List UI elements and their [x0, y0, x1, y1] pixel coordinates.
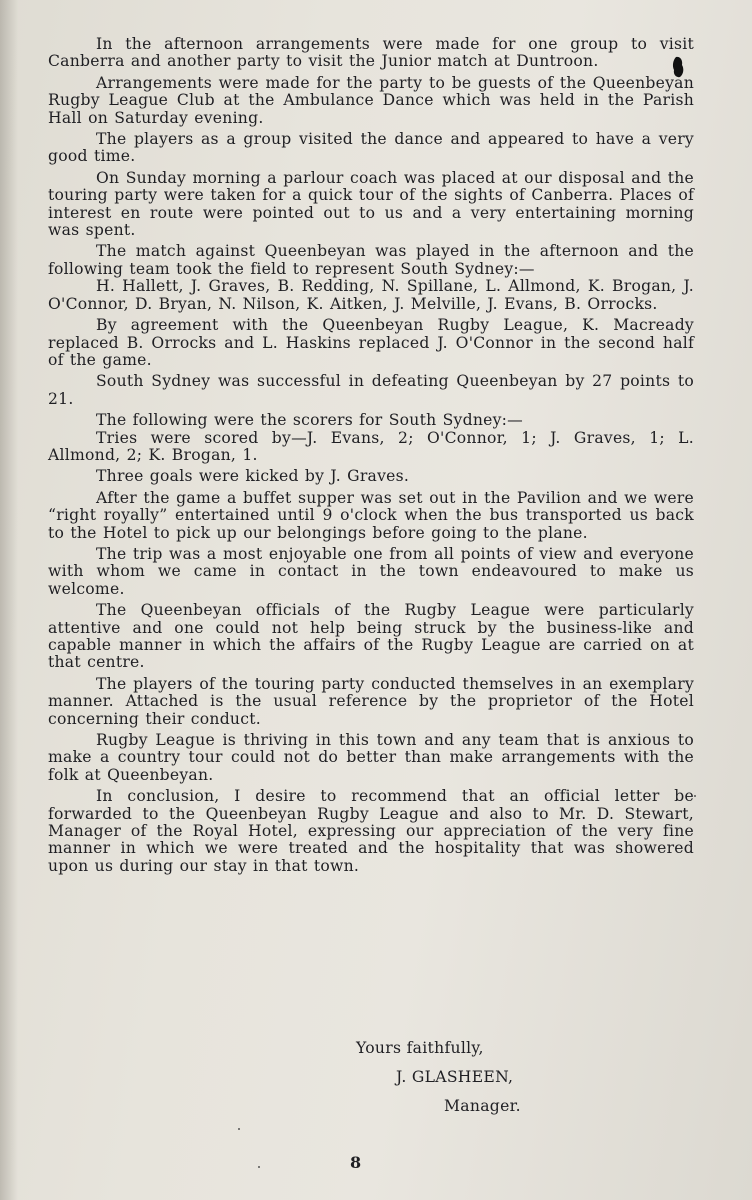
- paragraph: The trip was a most enjoyable one from all points of view and everyone with whom we came in contact in the town endeavoured to make us welcome.: [48, 544, 694, 598]
- paragraph: On Sunday morning a parlour coach was placed at our disposal and the touring party were taken for a quick tour of the sights of Canberra. Places of interest en route were pointed out to us and a very entertaining morning was spent.: [48, 168, 694, 240]
- signatory-name: J. GLASHEEN,: [396, 1068, 514, 1086]
- letter-body: [48, 36, 694, 879]
- paragraph: After the game a buffet supper was set out in the Pavilion and we were “right royally” entertained until 9 o'clock when the bus transported us back to the Hotel to pick up our belongings before going to the plane.: [48, 488, 694, 542]
- scorers-tries: Tries were scored by—J. Evans, 2; O'Connor, 1; J. Graves, 1; L. Allmond, 2; K. Brogan, 1.: [48, 428, 694, 464]
- page-number: 8: [350, 1153, 362, 1172]
- paper-speck: [258, 1166, 260, 1168]
- scorers-goals: Three goals were kicked by J. Graves.: [96, 467, 410, 486]
- signatory-title: Manager.: [444, 1097, 521, 1115]
- paper-speck: [694, 795, 696, 797]
- paragraph: The Queenbeyan officials of the Rugby League were particularly attentive and one could not help being struck by the business-like and capable manner in which the affairs of the Rugby League are carried on at that centre.: [48, 601, 694, 672]
- paragraph: Arrangements were made for the party to be guests of the Queenbeyan Rugby League Club at the Ambulance Dance which was held in the Parish Hall on Saturday evening.: [48, 73, 694, 127]
- paragraph: In the afternoon arrangements were made for one group to visit Canberra and another party to visit the Junior match at Duntroon.: [48, 35, 694, 71]
- paragraph: The following were the scorers for South Sydney:—: [96, 411, 524, 430]
- letter-signoff: [356, 1034, 521, 1121]
- paragraph: Rugby League is thriving in this town and any team that is anxious to make a country tour could not do better than make arrangements with the folk at Queenbeyan.: [48, 731, 694, 784]
- paragraph: The players of the touring party conducted themselves in an exemplary manner. Attached is the usual reference by the proprietor of the Hotel concerning their conduct.: [48, 674, 694, 728]
- paragraph: In conclusion, I desire to recommend that an official letter be forwarded to the Queenbeyan Rugby League and also to Mr. D. Stewart, Manager of the Royal Hotel, expressing our appreciation of the very fine manner in which we were treated and the hospitality that was showered upon us during our stay in that town.: [48, 787, 694, 875]
- paragraph: South Sydney was successful in defeating Queenbeyan by 27 points to 21.: [48, 372, 694, 408]
- paragraph: By agreement with the Queenbeyan Rugby League, K. Macready replaced B. Orrocks and L. Haskins replaced J. O'Connor in the second half of the game.: [48, 316, 694, 369]
- team-list: H. Hallett, J. Graves, B. Redding, N. Spillane, L. Allmond, K. Brogan, J. O'Connor, D. Bryan, N. Nilson, K. Aitken, J. Melville, J. Evans, B. Orrocks.: [48, 277, 694, 313]
- paper-speck: [238, 1128, 240, 1130]
- closing-line: Yours faithfully,: [356, 1039, 484, 1057]
- paragraph: The match against Queenbeyan was played in the afternoon and the following team took the field to represent South Sydney:—: [48, 242, 694, 278]
- paragraph: The players as a group visited the dance and appeared to have a very good time.: [48, 130, 694, 166]
- page-edge-shadow: [0, 0, 18, 1200]
